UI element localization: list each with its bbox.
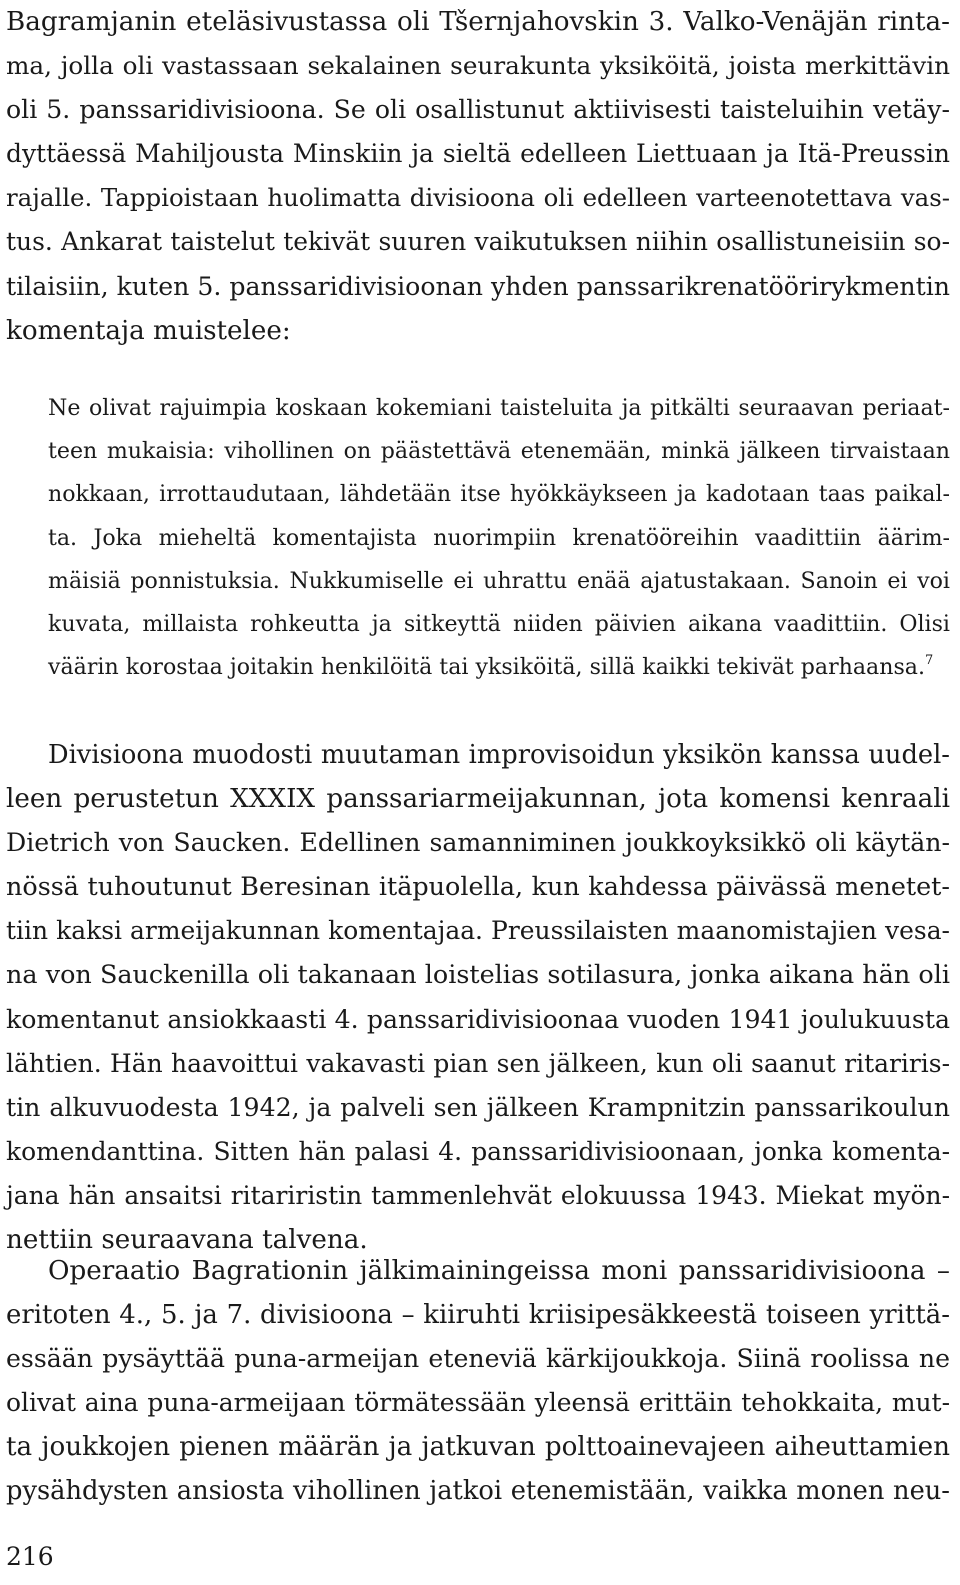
text-line: tilaisiin, kuten 5. panssaridivisioonan yhden panssarikrenatöörirykmentin (6, 271, 950, 301)
text-line: oli 5. panssaridivisioona. Se oli osallistunut aktiivisesti taisteluihin vetäy- (6, 95, 950, 125)
text-line: pysähdysten ansiosta vihollinen jatkoi etenemistään, vaikka monen neu- (6, 1476, 950, 1507)
text-line: nössä tuhoutunut Beresinan itäpuolella, kun kahdessa päivässä menetet- (6, 872, 950, 903)
paragraph-3 (6, 1249, 950, 1514)
text-line: essään pysäyttää puna-armeijan eteneviä kärkijoukkoja. Siinä roolissa ne (6, 1344, 950, 1374)
quote-line: kuvata, millaista rohkeutta ja sitkeyttä niiden päivien aikana vaadittiin. Olisi (48, 610, 950, 637)
paragraph-1 (6, 0, 950, 353)
text-line: Dietrich von Saucken. Edellinen samanniminen joukkoyksikkö oli käytän- (6, 828, 950, 858)
paragraph-2 (6, 733, 950, 1262)
text-line: lähtien. Hän haavoittui vakavasti pian sen jälkeen, kun oli saanut ritariris- (6, 1048, 950, 1078)
text-line: tiin kaksi armeijakunnan komentajaa. Preussilaisten maanomistajien vesa- (6, 916, 950, 946)
text-line: Bagramjanin eteläsivustassa oli Tšernjahovskin 3. Valko-Venäjän rinta- (6, 7, 950, 37)
text-line: Divisioona muodosti muutaman improvisoidun yksikön kanssa uudel- (48, 740, 950, 770)
block-quote (48, 387, 950, 689)
text-line: komendanttina. Sitten hän palasi 4. panssaridivisioonaan, jonka komenta- (6, 1136, 950, 1166)
text-line: eritoten 4., 5. ja 7. divisioona – kiiruhti kriisipesäkkeestä toiseen yrittä- (6, 1300, 950, 1331)
quote-line: Ne olivat rajuimpia koskaan kokemiani taisteluita ja pitkälti seuraavan periaat- (48, 395, 950, 421)
quote-line: ta. Joka mieheltä komentajista nuorimpiin krenatööreihin vaadittiin äärim- (48, 524, 950, 551)
text-line: nettiin seuraavana talvena. (6, 1225, 368, 1256)
text-line: tin alkuvuodesta 1942, ja palveli sen jälkeen Krampnitzin panssarikoulun (6, 1092, 950, 1122)
text-line: na von Sauckenilla oli takanaan loistelias sotilasura, jonka aikana hän oli (6, 960, 950, 991)
text-line: leen perustetun XXXIX panssariarmeijakunnan, jota komensi kenraali (6, 784, 950, 815)
text-line: Operaatio Bagrationin jälkimainingeissa moni panssaridivisioona – (48, 1256, 950, 1286)
quote-line (48, 646, 950, 689)
text-line: rajalle. Tappioistaan huolimatta divisioona oli edelleen varteenotettava vas- (6, 183, 950, 213)
quote-line: nokkaan, irrottaudutaan, lähdetään itse hyökkäykseen ja kadotaan taas paikal- (48, 481, 950, 508)
page-number: 216 (6, 1542, 54, 1571)
quote-last-text: väärin korostaa joitakin henkilöitä tai yksiköitä, sillä kaikki tekivät parhaansa. (48, 654, 925, 681)
quote-line: mäisiä ponnistuksia. Nukkumiselle ei uhrattu enää ajatustakaan. Sanoin ei voi (48, 567, 950, 594)
text-line: ma, jolla oli vastassaan sekalainen seurakunta yksiköitä, joista merkittävin (6, 51, 950, 81)
text-line: olivat aina puna-armeijaan törmätessään yleensä erittäin tehokkaita, mut- (6, 1388, 950, 1418)
text-line: dyttäessä Mahiljousta Minskiin ja sieltä edelleen Liettuaan ja Itä-Preussin (6, 139, 950, 169)
text-line: tus. Ankarat taistelut tekivät suuren vaikutuksen niihin osallistuneisiin so- (6, 227, 950, 257)
text-line: ta joukkojen pienen määrän ja jatkuvan polttoainevajeen aiheuttamien (6, 1432, 950, 1463)
text-line: komentaja muistelee: (6, 315, 291, 346)
quote-line: teen mukaisia: vihollinen on päästettävä etenemään, minkä jälkeen tirvaistaan (48, 438, 950, 465)
text-line: jana hän ansaitsi ritariristin tammenlehvät elokuussa 1943. Miekat myön- (6, 1180, 950, 1210)
footnote-ref: 7 (924, 653, 934, 669)
text-line: komentanut ansiokkaasti 4. panssaridivisioonaa vuoden 1941 joulukuusta (6, 1004, 950, 1034)
